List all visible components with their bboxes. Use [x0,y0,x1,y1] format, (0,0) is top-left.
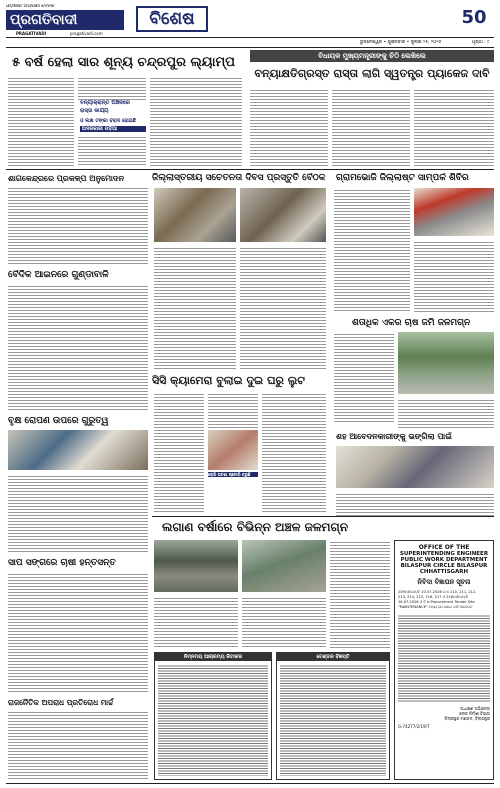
masthead-logo: ପ୍ରଗତିବାଦୀ [6,10,124,30]
masthead-tagline: ଓଡ଼ିଶାର ଅଗ୍ରଣୀ ଦୈନିକ [6,4,55,9]
story2-kicker: ବିଧାୟକ ମୁଖ୍ୟମନ୍ତ୍ରୀଙ୍କୁ ଚିଠି ଲେଖିଲେ [250,50,494,62]
story1-subhead2: ରାସ୍ତା କାର୍ଯ୍ୟ [80,108,109,114]
meeting-photo-1 [154,188,236,242]
story1-headline: ୫ ବର୍ଷ ହେଲା ସାର ଶୂନ୍ୟ ଚନ୍ଦ୍ରପୁର ଲ୍ୟାମ୍ପ [12,55,235,70]
story10-headline: ଶହ ଆବେଦନକାରୀଙ୍କୁ ଭଙ୍ଗିଲା ପାଇଁ [336,432,452,441]
advert-line3: PUBLIC WORK DEPARTMENT [400,557,488,563]
dateline: ଭୁବନେଶ୍ୱର • ଶୁକ୍ରବାର • ଜୁଲାଇ ୨୫, ୨୦୨୫ [360,40,442,45]
theft-photo-caption: ଚୋରି ଘଟଣା ଷ୍ଟୋରି କରୁଛି [208,472,258,477]
logo-subtitle: PRAGATIVADI [16,31,47,36]
flooded-field-photo [398,332,494,394]
advert-line4: BILASPUR CIRCLE BILASPUR [400,563,488,569]
advert-odia-title: ନିବିଦା ବିଜ୍ଞାପନ ସୂଚନା [417,578,471,586]
advert-sign1: ଅଧୀକ୍ଷଣ ଅଭିଯନ୍ତା [460,706,490,711]
advert-sign2: ଲୋକ ନିର୍ମାଣ ବିଭାଗ [459,711,490,716]
advert-body4: "MAINTENANCE" ମଧ୍ୟ ରେ ଯୋଗ କରି ଆବେଦନ [398,605,473,609]
tender-advert [394,540,494,780]
story4-headline: ଜିଲ୍ଲାସ୍ତରୀୟ ସଚେତନତା ଦିବସ ପ୍ରସ୍ତୁତି ବୈଠକ [152,173,326,183]
advert-body3: 16.07.2026 ଓ ଟି e-Procurement Tender Site [398,600,475,604]
page-number: ପୃଷ୍ଠା : ୯ [472,40,490,45]
website[interactable]: pragativadi.com [70,31,103,36]
story6-headline: ବୈଦିକ ଆଇନରେ ଗୁଣ୍ଡାବାଳି [8,270,109,280]
notice2-title: ଟେଣ୍ଡର ବିଜ୍ଞପ୍ତି [277,653,389,661]
plantation-photo [8,430,148,470]
advert-line2: SUPERINTENDING ENGINEER [399,551,489,557]
notice-box-1 [154,652,272,780]
story9-headline: ଶତାଧିକ ଏକର ଚାଷ ଜମି ଜଳମଗ୍ନ [352,318,471,328]
story1-subhead4: ଅଦରକାରୀ ପଡ଼ିଆ [80,126,146,132]
story13-headline: ରାଜନୈତିକ ଅପରାଧ ପ୍ରତିରୋଧ ମାର୍ଚ୍ଚ [8,698,114,707]
story2-headline: ବନ୍ୟାକ୍ଷତିଗ୍ରସ୍ତ ରାସ୍ତା ଲାଗି ସ୍ୱତନ୍ତ୍ର ପ୍ୟାକେଜ ଦାବି [254,67,490,80]
story12-headline: ସାପ ସଙ୍ଗରେ ଚାଷୀ ହନ୍ତସନ୍ତ [8,558,116,568]
applicants-photo [336,446,494,488]
anniversary-badge: 50 [461,7,487,28]
advert-code: G-74277/2/19/T [398,724,430,729]
story1-subhead1: ବନ୍ୟାକ୍ରାନ୍ତ ଅଞ୍ଚଳରେ [80,100,130,106]
camp-photo [414,188,494,236]
advert-line5: CHHATTISGARH [419,569,469,575]
waterlogging-photo-1 [154,540,238,592]
story11-headline: ଲଗାଣ ବର୍ଷାରେ ବିଭିନ୍ନ ଅଞ୍ଚଳ ଜଳମଗ୍ନ [162,520,349,534]
section-title: ବିଶେଷ [136,6,208,32]
meeting-photo-2 [240,188,326,242]
advert-sign3: ବିଲାସପୁର ମଣ୍ଡଳ, ବିଲାସପୁର [444,716,490,721]
story8-headline: ବୃକ୍ଷ ରୋପଣ ଉପରେ ଗୁରୁତ୍ୱ [8,416,109,426]
story1-subhead3: ଓ ଲକ୍ଷ ଟଙ୍କା ବରାଦ ହୋଇଛି [80,118,136,124]
notice1-title: ନିମ୍ନମୟ ଆଚାରମ୍ୟ କିଟାକର [155,653,271,661]
advert-line1: OFFICE OF THE [418,544,470,551]
notice-box-2 [276,652,390,780]
advert-body2: 213, 214, 215, 216, 217 ଓ 218/ସନିଗମ/ଟି [398,595,469,599]
waterlogging-photo-2 [242,540,326,592]
theft-photo [208,430,258,470]
advert-body1: 209/ସନିଗମ/ଟି 10.07.2026 ତଥା 210, 211, 212, [398,590,477,594]
story3-headline: ଶାଗକେନ୍ଦ୍ରରେ ପ୍ରକଳ୍ପ ଅନୁମୋଦନ [8,174,124,183]
story5-headline: ଗ୍ରାମଭୋଜି ଜିଲ୍ଲାଷ୍ଟ ସାମ୍ପର୍କ ଶିବିର [336,173,469,183]
story7-headline: ସିସି କ୍ୟାମେରା ବୁଲାଇ ଦୁଇ ଘରୁ ଲୁଟ [152,374,305,387]
